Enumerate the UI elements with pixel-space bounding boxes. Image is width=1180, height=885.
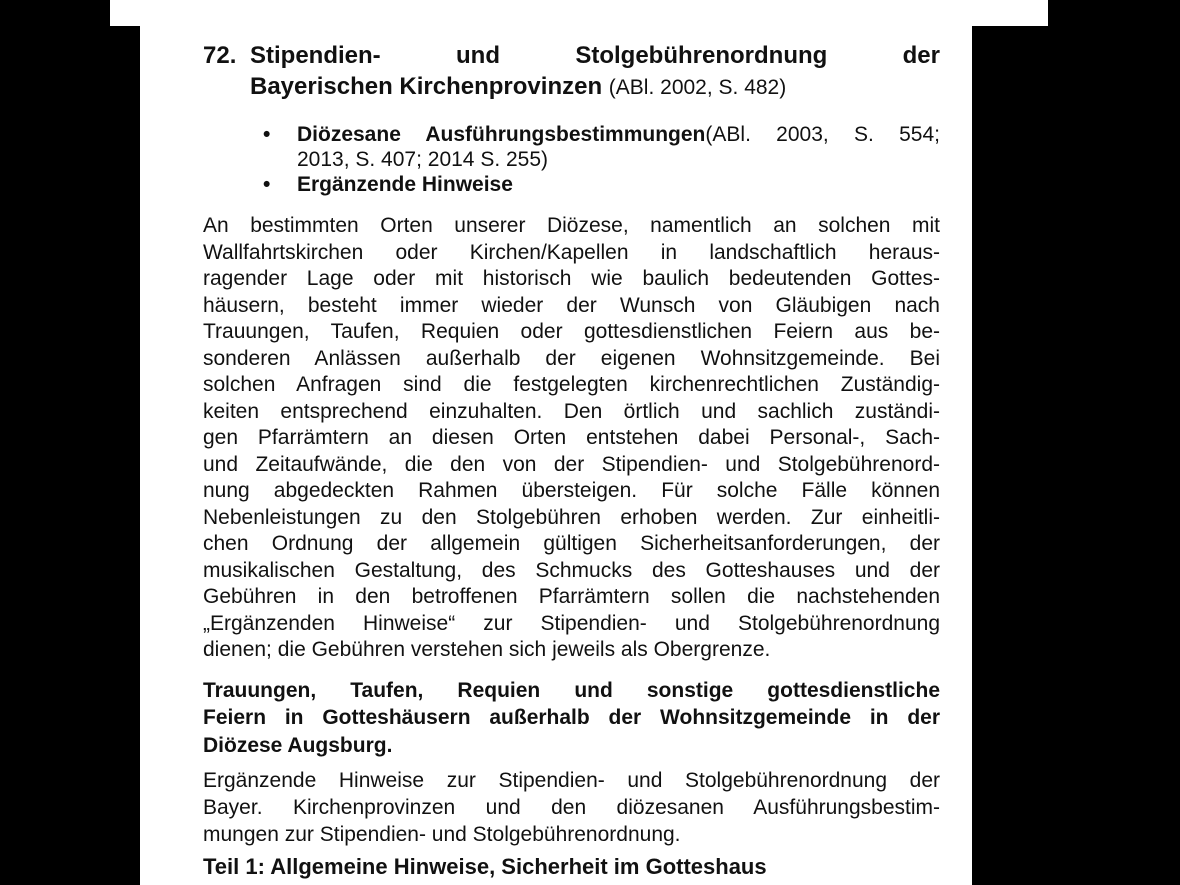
bullet-indent — [203, 172, 263, 197]
heading-number: 72. — [203, 42, 237, 69]
paragraph-line: Diözese Augsburg. — [203, 733, 393, 757]
bullet-item-1-line-1 — [297, 122, 940, 147]
section-72-heading — [203, 40, 940, 103]
paragraph-line: Nebenleistungen zu den Stolgebühren erhoben werden. Zur einheitli- — [203, 505, 940, 529]
paragraph-line: „Ergänzenden Hinweise“ zur Stipendien- und Stolgebührenordnung — [203, 611, 940, 635]
paragraph-line: An bestimmten Orten unserer Diözese, namentlich an solchen mit — [203, 214, 940, 237]
paragraph-line: Feiern in Gotteshäusern außerhalb der Wohnsitzgemeinde in der — [203, 706, 940, 729]
bullet-item-1-title: Diözesane Ausführungsbestimmungen — [297, 123, 706, 146]
bold-subject-paragraph — [203, 677, 940, 760]
paragraph-line: ragender Lage oder mit historisch wie baulich bedeutenden Gottes- — [203, 267, 940, 290]
heading-line-2 — [250, 71, 940, 103]
bullet-item-1-line-2: 2013, S. 407; 2014 S. 255) — [297, 148, 549, 171]
document-page — [140, 25, 972, 885]
bullet-item-1-reference: (ABl. 2003, S. 554; — [705, 123, 941, 146]
paragraph-line: sonderen Anlässen außerhalb der eigenen Wohnsitzgemeinde. Bei — [203, 346, 940, 370]
heading-line-2-reference: (ABl. 2002, S. 482) — [608, 76, 787, 99]
notes-paragraph — [203, 767, 940, 848]
paragraph-line: Trauungen, Taufen, Requien oder gottesdienstlichen Feiern aus be- — [203, 320, 940, 343]
bullet-icon: • — [263, 173, 271, 196]
paragraph-line: häusern, besteht immer wieder der Wunsch von Gläubigen nach — [203, 293, 940, 317]
page-top-edge — [110, 0, 1048, 26]
paragraph-line: chen Ordnung der allgemein gültigen Sicherheitsanforderungen, der — [203, 532, 940, 555]
paragraph-line: Bayer. Kirchenprovinzen und den diözesanen Ausführungsbestim- — [203, 796, 940, 819]
paragraph-line: nung abgedeckten Rahmen übersteigen. Für solche Fälle können — [203, 479, 940, 502]
paragraph-line: gen Pfarrämtern an diesen Orten entstehen dabei Personal-, Sach- — [203, 426, 940, 449]
bullet-indent — [203, 122, 263, 147]
paragraph-line: Gebühren in den betroffenen Pfarrämtern sollen die nachstehenden — [203, 585, 940, 608]
paragraph-line: keiten entsprechend einzuhalten. Den örtlich und sachlich zuständi- — [203, 399, 940, 423]
bullet-item-2-label: Ergänzende Hinweise — [297, 173, 513, 196]
page-content — [203, 25, 940, 881]
paragraph-line: dienen; die Gebühren verstehen sich jeweils als Obergrenze. — [203, 638, 771, 661]
bullet-item-2 — [203, 172, 940, 197]
paragraph-line: Trauungen, Taufen, Requien und sonstige gottesdienstliche — [203, 678, 940, 702]
paragraph-line: Ergänzende Hinweise zur Stipendien- und Stolgebührenordnung der — [203, 769, 940, 792]
paragraph-line: Wallfahrtskirchen oder Kirchen/Kapellen in landschaftlich heraus- — [203, 240, 940, 264]
heading-text — [250, 40, 940, 103]
heading-line-1: Stipendien- und Stolgebührenordnung der — [250, 42, 940, 69]
heading-line-2-title: Bayerischen Kirchenprovinzen — [250, 73, 603, 100]
teil-1-heading: Teil 1: Allgemeine Hinweise, Sicherheit im Gotteshaus — [203, 854, 767, 879]
paragraph-line: und Zeitaufwände, die den von der Stipendien- und Stolgebührenord- — [203, 452, 940, 476]
bullet-list — [203, 122, 940, 197]
bullet-item-1 — [203, 122, 940, 147]
paragraph-line: musikalischen Gestaltung, des Schmucks des Gotteshauses und der — [203, 558, 940, 582]
bullet-icon: • — [263, 123, 271, 146]
paragraph-line: solchen Anfragen sind die festgelegten kirchenrechtlichen Zuständig- — [203, 373, 940, 396]
paragraph-line: mungen zur Stipendien- und Stolgebührenordnung. — [203, 823, 681, 846]
intro-paragraph — [203, 213, 940, 664]
